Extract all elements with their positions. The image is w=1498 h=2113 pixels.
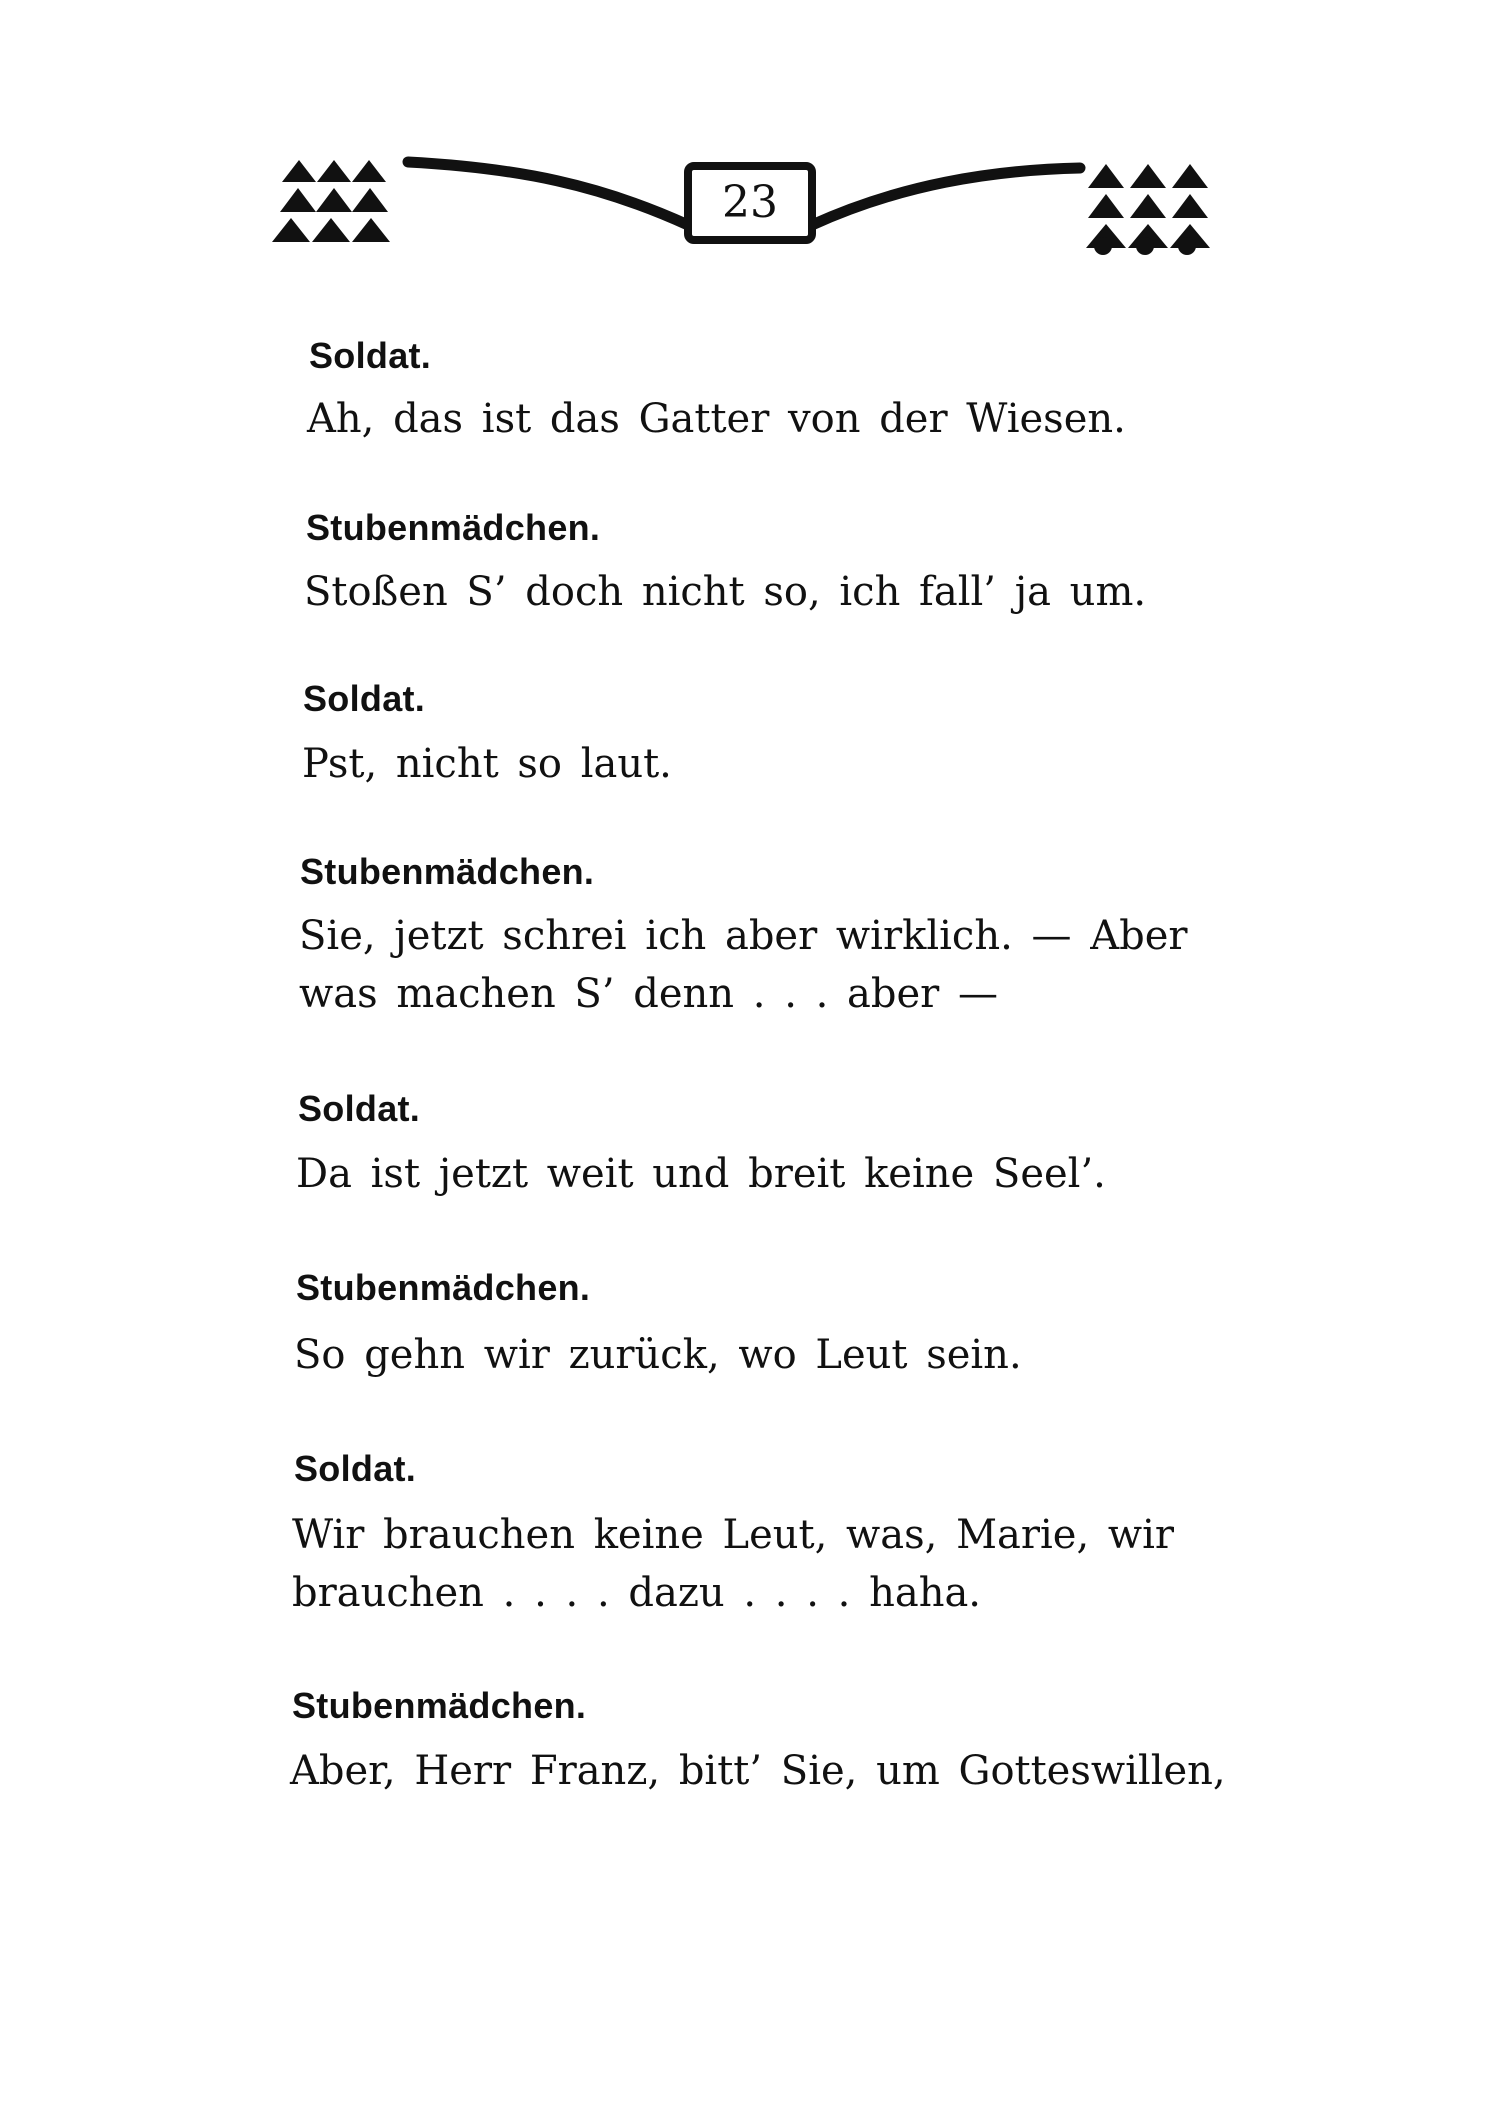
speaker-label: Soldat. bbox=[303, 678, 426, 719]
dialogue-line: Wir brauchen keine Leut, was, Marie, wir bbox=[292, 1512, 1175, 1558]
dialogue-line: So gehn wir zurück, wo Leut sein. bbox=[294, 1332, 1022, 1378]
speaker-label: Soldat. bbox=[294, 1448, 417, 1489]
dialogue-line: Sie, jetzt schrei ich aber wirklich. — Aber bbox=[299, 913, 1188, 959]
dialogue-line: was machen S’ denn . . . aber — bbox=[299, 971, 999, 1017]
dialogue-line: Stoßen S’ doch nicht so, ich fall’ ja um. bbox=[304, 569, 1147, 615]
dialogue-line: Aber, Herr Franz, bitt’ Sie, um Gotteswillen, bbox=[290, 1748, 1226, 1794]
speaker-label: Stubenmädchen. bbox=[306, 507, 601, 548]
dialogue-line: Da ist jetzt weit und breit keine Seel’. bbox=[296, 1151, 1106, 1197]
dialogue-line: Pst, nicht so laut. bbox=[302, 741, 672, 787]
dialogue-line: Ah, das ist das Gatter von der Wiesen. bbox=[307, 396, 1126, 442]
speaker-label: Soldat. bbox=[309, 335, 432, 376]
speaker-label: Stubenmädchen. bbox=[292, 1685, 587, 1726]
dialogue-line: brauchen . . . . dazu . . . . haha. bbox=[292, 1570, 982, 1616]
speaker-label: Stubenmädchen. bbox=[296, 1267, 591, 1308]
page-number: 23 bbox=[722, 177, 778, 228]
speaker-label: Stubenmädchen. bbox=[300, 851, 595, 892]
speaker-label: Soldat. bbox=[298, 1088, 421, 1129]
